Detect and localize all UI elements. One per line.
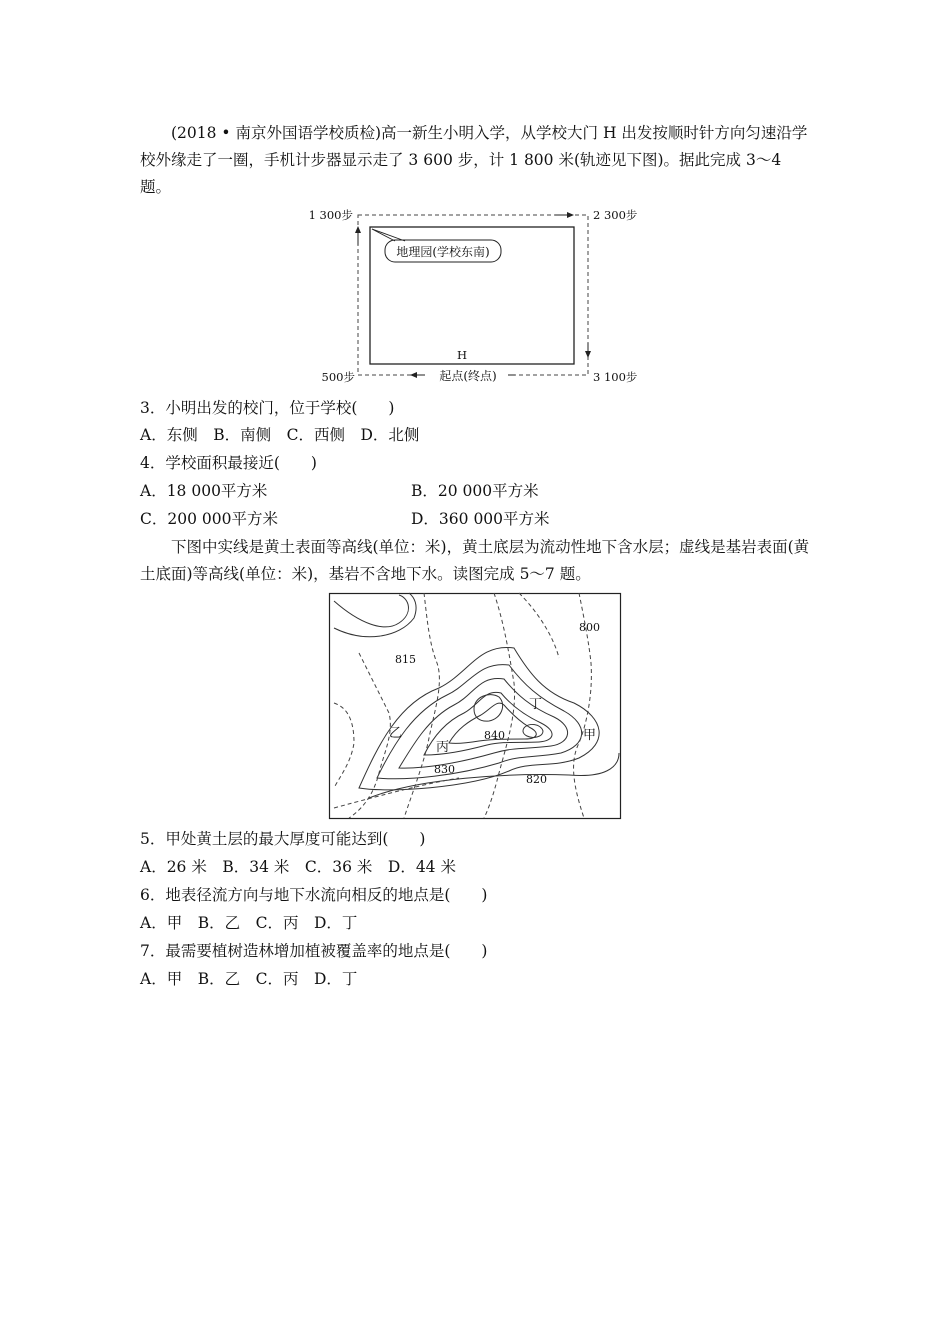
question-4-option-c: C．200 000平方米 — [140, 510, 278, 528]
question-7-options: A．甲 B．乙 C．丙 D．丁 — [140, 970, 358, 988]
question-3-options: A．东侧 B．南侧 C．西侧 D．北侧 — [140, 426, 420, 444]
steps-bottom-left: 500步 — [321, 370, 355, 384]
contour-label-820: 820 — [526, 773, 547, 786]
steps-top-right: 2 300步 — [593, 208, 638, 222]
question-3-stem: 3．小明出发的校门，位于学校( ) — [140, 399, 395, 417]
school-track-figure — [308, 205, 645, 385]
point-bing: 丙 — [436, 740, 450, 755]
question-5-stem: 5．甲处黄土层的最大厚度可能达到( ) — [140, 830, 426, 848]
intro-paragraph-2: 下图中实线是黄土表面等高线(单位：米)，黄土底层为流动性地下含水层；虚线是基岩表面(黄土底面)等高线(单位：米)，基岩不含地下水。读图完成 5～7 题。 — [140, 538, 810, 583]
point-yi: 乙 — [389, 726, 403, 741]
question-4-stem: 4．学校面积最接近( ) — [140, 454, 317, 472]
steps-top-left: 1 300步 — [308, 208, 353, 222]
question-4-option-b: B．20 000平方米 — [411, 482, 539, 500]
contour-label-815: 815 — [395, 653, 416, 666]
gate-label: H — [456, 348, 468, 362]
garden-label: 地理园(学校东南) — [396, 245, 490, 259]
contour-label-840: 840 — [484, 729, 505, 742]
question-7-stem: 7．最需要植树造林增加植被覆盖率的地点是( ) — [140, 942, 488, 960]
question-6-options: A．甲 B．乙 C．丙 D．丁 — [140, 914, 358, 932]
steps-bottom-right: 3 100步 — [593, 370, 638, 384]
question-4-option-a: A．18 000平方米 — [140, 482, 268, 500]
contour-label-830: 830 — [434, 763, 455, 776]
question-4-option-d: D．360 000平方米 — [411, 510, 550, 528]
question-6-stem: 6．地表径流方向与地下水流向相反的地点是( ) — [140, 886, 488, 904]
start-end-label: 起点(终点) — [439, 369, 497, 383]
intro-paragraph-1: (2018 • 南京外国语学校质检)高一新生小明入学，从学校大门 H 出发按顺时针方向匀速沿学校外缘走了一圈，手机计步器显示走了 3 600 步，计 1 800 米(轨迹见下图)。据此完成 3～4 题。 — [140, 124, 808, 196]
contour-map-figure — [329, 593, 621, 819]
contour-label-800: 800 — [579, 621, 600, 634]
point-jia: 甲 — [583, 728, 597, 743]
question-5-options: A．26 米 B．34 米 C．36 米 D．44 米 — [140, 858, 456, 876]
point-ding: 丁 — [529, 697, 543, 712]
